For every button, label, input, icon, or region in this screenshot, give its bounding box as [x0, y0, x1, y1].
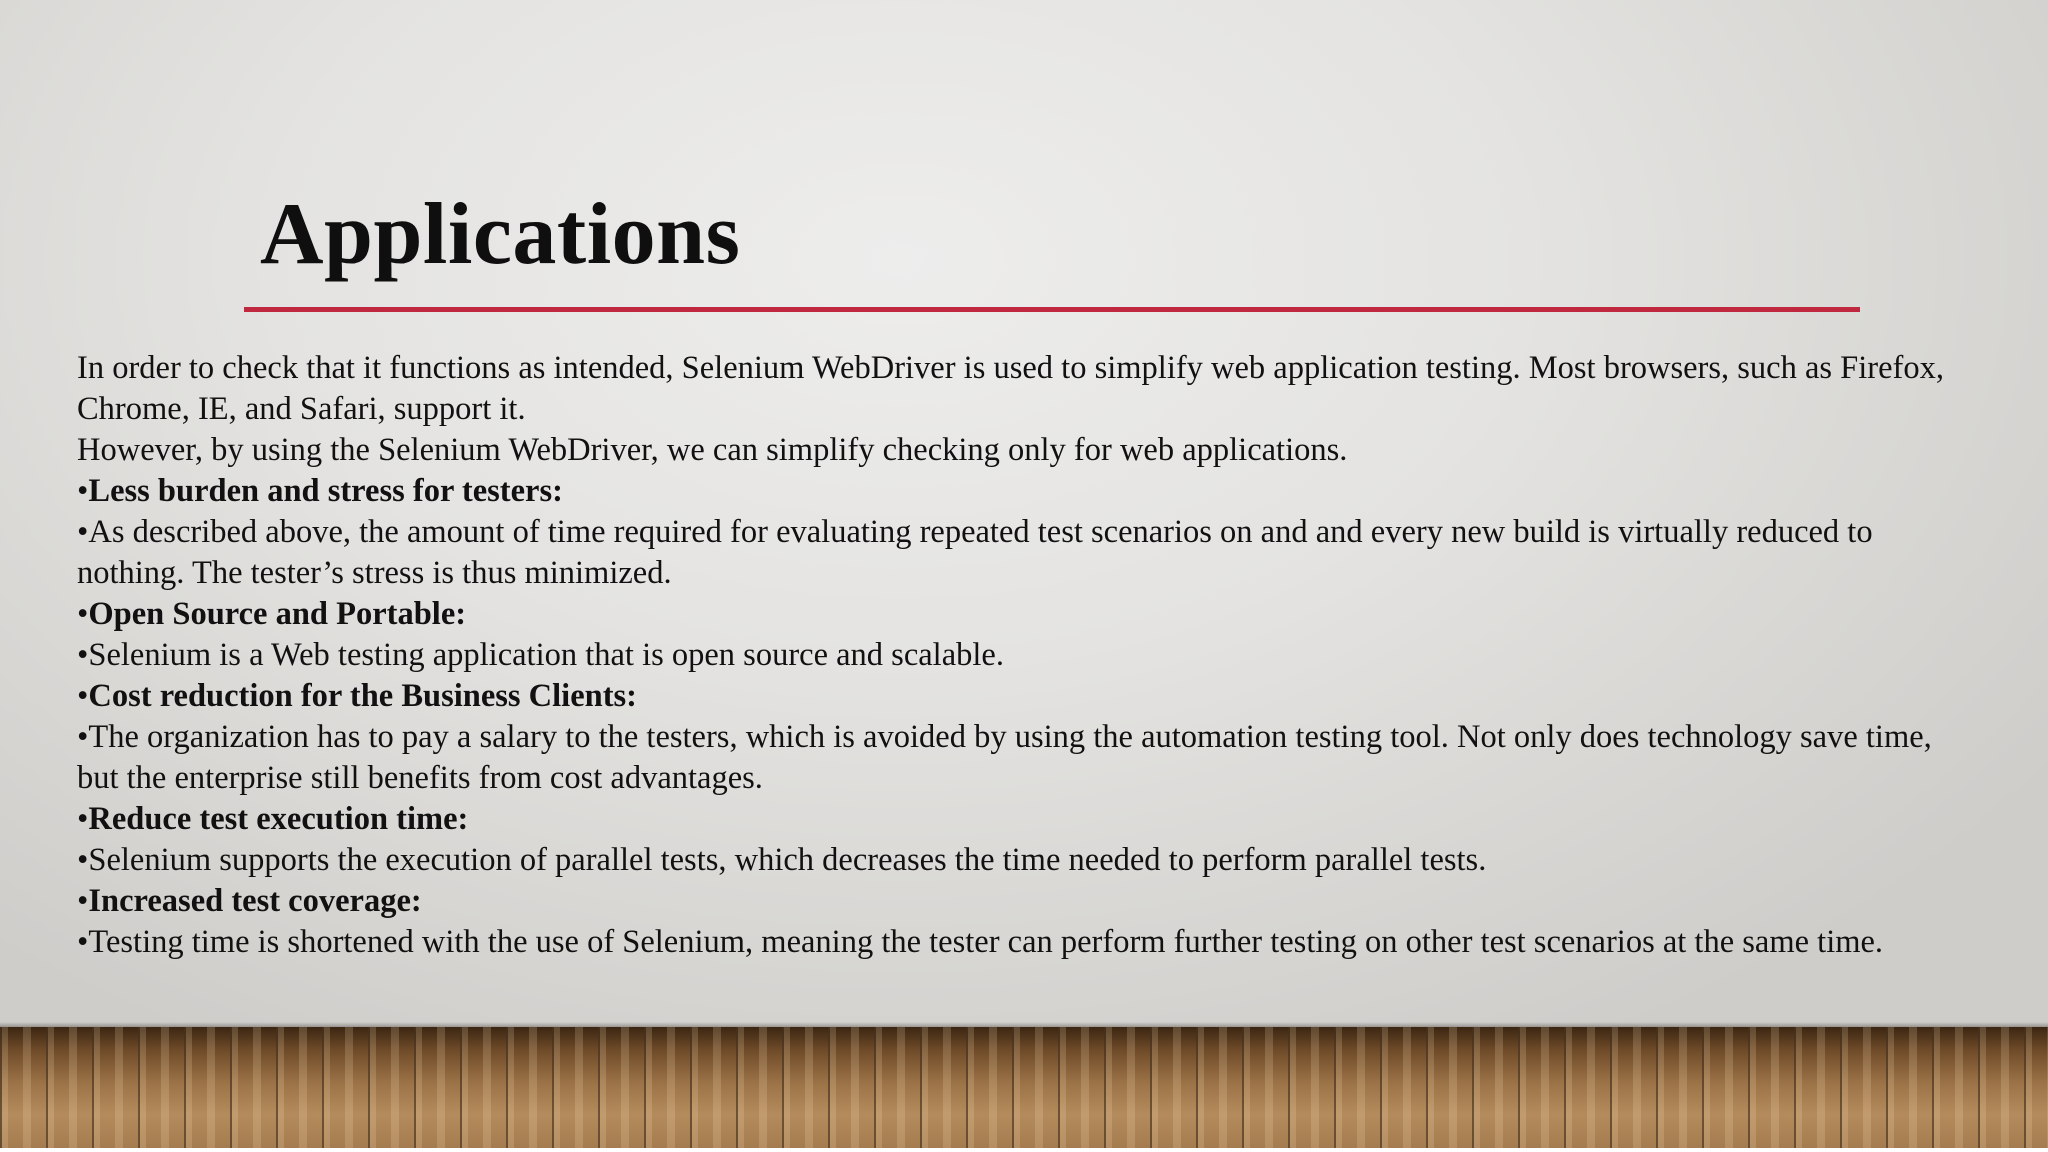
bullet: •	[77, 801, 89, 837]
paragraph-text: Testing time is shortened with the use of Selenium, meaning the tester can perform further testing on other test scenarios at the same time.	[88, 924, 1884, 960]
paragraph-heading: Increased test coverage:	[88, 883, 422, 919]
title-underline	[244, 307, 1860, 312]
paragraph-10	[77, 840, 1977, 881]
paragraph-heading: Open Source and Portable:	[88, 596, 467, 632]
paragraph-heading: Reduce test execution time:	[88, 801, 469, 837]
bullet: •	[77, 596, 89, 632]
paragraph-heading: Less burden and stress for testers:	[88, 473, 563, 509]
paragraph-heading: Cost reduction for the Business Clients:	[88, 678, 638, 714]
paragraph-12	[77, 922, 1977, 963]
bottom-edge	[0, 1148, 2048, 1152]
bullet: •	[77, 514, 89, 550]
paragraph-text: The organization has to pay a salary to the testers, which is avoided by using the automation testing tool. Not only does technology save time, but the enterprise still benefits from cost advantages.	[77, 719, 1932, 796]
paragraph-text: Selenium is a Web testing application that is open source and scalable.	[88, 637, 1004, 673]
paragraph-1	[77, 348, 1977, 430]
slide-body	[77, 348, 1977, 963]
paragraph-9	[77, 799, 1977, 840]
paragraph-7	[77, 676, 1977, 717]
wooden-floor-decoration	[0, 1027, 2048, 1152]
paragraph-11	[77, 881, 1977, 922]
paragraph-text: As described above, the amount of time required for evaluating repeated test scenarios on and and every new build is virtually reduced to nothing. The tester’s stress is thus minimized.	[77, 514, 1873, 591]
bullet: •	[77, 678, 89, 714]
bullet: •	[77, 473, 89, 509]
bullet: •	[77, 719, 89, 755]
bullet: •	[77, 883, 89, 919]
slide-title: Applications	[260, 186, 741, 283]
bullet: •	[77, 637, 89, 673]
paragraph-8	[77, 717, 1977, 799]
bullet: •	[77, 842, 89, 878]
paragraph-6	[77, 635, 1977, 676]
paragraph-text: Selenium supports the execution of parallel tests, which decreases the time needed to perform parallel tests.	[88, 842, 1487, 878]
bullet: •	[77, 924, 89, 960]
paragraph-text: However, by using the Selenium WebDriver, we can simplify checking only for web applications.	[77, 432, 1348, 468]
paragraph-2	[77, 430, 1977, 471]
paragraph-5	[77, 594, 1977, 635]
paragraph-4	[77, 512, 1977, 594]
paragraph-text: In order to check that it functions as intended, Selenium WebDriver is used to simplify web application testing. Most browsers, such as Firefox, Chrome, IE, and Safari, support it.	[77, 350, 1944, 427]
paragraph-3	[77, 471, 1977, 512]
